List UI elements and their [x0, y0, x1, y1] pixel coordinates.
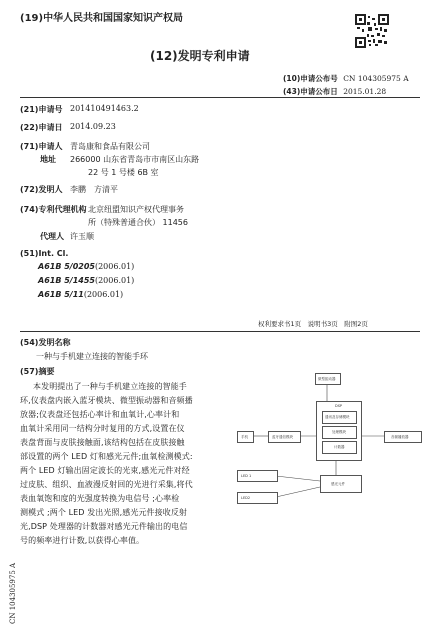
abstract-line: 本发明提出了一种与手机建立连接的智能手: [33, 382, 187, 391]
address-line2: 22 号 1 号楼 6B 室: [88, 168, 159, 177]
invention-title: 一种与手机建立连接的智能手环: [36, 352, 148, 361]
abstract-line: 光,DSP 处理器的计数器对感光元件输出的电信: [20, 522, 188, 531]
audio-player-box: [384, 431, 422, 443]
doc-type: (12)发明专利申请: [150, 49, 250, 63]
photosensor-label: 感光元件: [331, 482, 345, 486]
ipc-entry: A61B 5/1455(2006.01): [38, 276, 135, 285]
counter-label: 计数器: [334, 445, 345, 449]
address-label: 地址: [40, 155, 56, 164]
abstract-line: 号的频率进行计数,以获得心率值。: [20, 536, 145, 545]
address-line1: 266000 山东省青岛市市南区山东路: [70, 155, 200, 164]
app-date: 2014.09.23: [70, 122, 116, 131]
abstract-line: 测模式 ;两个 LED 发出光照,感光元件接收反射: [20, 508, 188, 517]
app-date-label: (22)申请日: [20, 123, 63, 132]
abstract-line: 部设置的两个 LED 灯和感光元件;血氧检测模式:: [20, 452, 193, 461]
abstract-line: 过皮肤、组织、血液漫反射回的光进行采集,将代: [20, 480, 193, 489]
comm-storage-label: 通讯及存储模块: [325, 415, 350, 419]
pages-info: 权利要求书1页 说明书3页 附图2页: [258, 320, 368, 328]
dsp-box: [316, 401, 362, 461]
bluetooth-label: 蓝牙通信模块: [272, 435, 293, 439]
dsp-label: DSP: [335, 404, 343, 408]
header-rule: [20, 97, 420, 98]
bluetooth-box: [268, 431, 301, 443]
led1-label: LED 1: [241, 474, 252, 478]
led1-box: [237, 470, 278, 482]
phone-box: [237, 431, 254, 443]
abstract-line: 环,仪表盘内嵌入蓝牙模块、微型振动器和音频播: [20, 396, 193, 405]
led2-box: [237, 492, 278, 504]
agency-line2: 所（特殊普通合伙） 11456: [88, 218, 188, 227]
app-no: 201410491463.2: [70, 104, 139, 113]
photosensor-box: [320, 475, 362, 493]
agent-label: 代理人: [40, 232, 64, 241]
processing-label: 处理模块: [332, 430, 346, 434]
qr-code: [355, 14, 389, 48]
app-no-label: (21)申请号: [20, 105, 63, 114]
abstract-line: 血氧计采用同一结构分时复用的方式,设置在仪: [20, 424, 185, 433]
processing-box: [322, 426, 357, 439]
inventors: 李鹏 方清平: [70, 185, 118, 194]
led2-label: LED2: [241, 496, 251, 500]
abstract-label: (57)摘要: [20, 367, 55, 376]
ipc-label: (51)Int. Cl.: [20, 249, 69, 258]
abstract-line: 放器;仪表盘还包括心率计和血氧计,心率计和: [20, 410, 180, 419]
office-name: (19)中华人民共和国国家知识产权局: [20, 13, 184, 24]
side-pub-number: CN 104305975 A: [9, 562, 17, 624]
ipc-entry: A61B 5/0205(2006.01): [38, 262, 135, 271]
ipc-entry: A61B 5/11(2006.01): [38, 290, 124, 299]
pub-date-row: (43)申请公布日 2015.01.28: [283, 87, 387, 96]
agency-label: (74)专利代理机构: [20, 205, 87, 214]
comm-storage-box: [322, 411, 357, 424]
phone-label: 手机: [241, 435, 248, 439]
abstract-line: 表盘背面与皮肤接触面,该结构包括在皮肤接触: [20, 438, 185, 447]
abstract-line: 表血氧饱和度的光强度转换为电信号 ;心率检: [20, 494, 180, 503]
section-rule: [20, 331, 420, 332]
abstract-line: 两个 LED 灯输出固定波长的光束,感光元件对经: [20, 466, 190, 475]
pub-number-row: (10)申请公布号 CN 104305975 A: [283, 74, 409, 83]
block-diagram: [236, 372, 426, 512]
counter-box: [322, 441, 357, 454]
vibrator-label: 微型振动器: [318, 377, 336, 381]
title-label: (54)发明名称: [20, 338, 71, 347]
inventor-label: (72)发明人: [20, 185, 63, 194]
vibrator-box: [315, 373, 341, 385]
applicant: 青岛康和食品有限公司: [70, 142, 150, 151]
agent: 许玉顺: [70, 232, 94, 241]
applicant-label: (71)申请人: [20, 142, 63, 151]
audio-player-label: 音频播放器: [391, 435, 409, 439]
agency-line1: 北京纽盟知识产权代理事务: [88, 205, 184, 214]
